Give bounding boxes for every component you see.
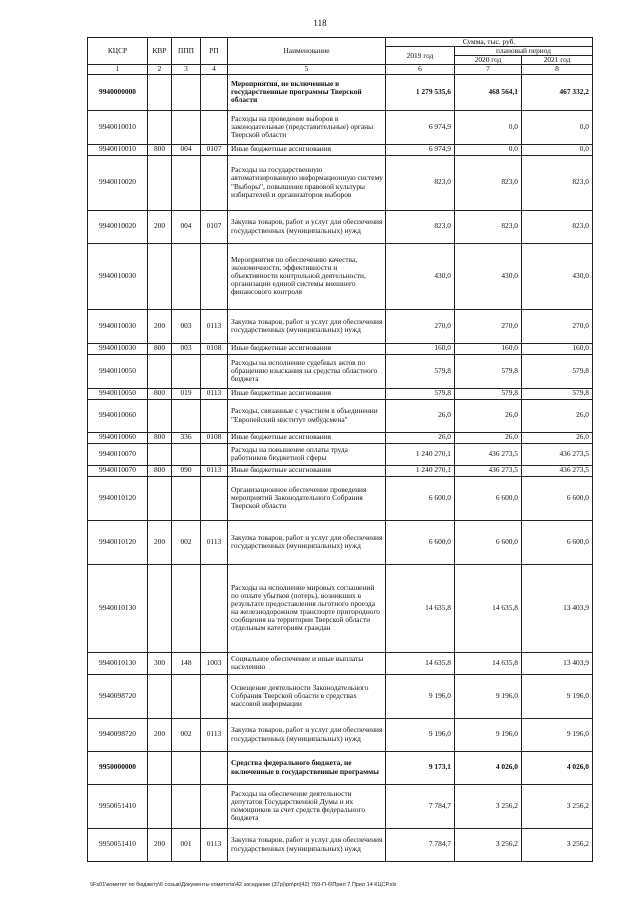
- row-ppp: [172, 751, 201, 784]
- row-name: Иные бюджетные ассигнования: [228, 343, 386, 354]
- row-kvr: [148, 674, 172, 718]
- table-row: [88, 564, 593, 652]
- table-row: [88, 520, 593, 564]
- row-value-2021: 430,0: [522, 243, 593, 309]
- row-kcsr: 9940010130: [88, 564, 148, 652]
- row-kvr: 800: [148, 343, 172, 354]
- table-row: [88, 674, 593, 718]
- row-value-2019: 9 196,0: [386, 718, 455, 751]
- row-value-2019: 6 974,9: [386, 110, 455, 144]
- row-kvr: [148, 110, 172, 144]
- row-value-2019: 1 240 270,1: [386, 465, 455, 476]
- row-name: Расходы на исполнение судебных актов по обращению взыскания на средства областного бюджета: [228, 354, 386, 388]
- row-kcsr: 9940010010: [88, 110, 148, 144]
- header-2021: 2021 год: [522, 56, 593, 65]
- table-row: [88, 309, 593, 343]
- row-kcsr: 9940010120: [88, 520, 148, 564]
- row-kvr: 200: [148, 718, 172, 751]
- row-rp: 1003: [201, 652, 228, 674]
- row-kcsr: 9940000000: [88, 74, 148, 110]
- row-kvr: [148, 354, 172, 388]
- row-kvr: 800: [148, 144, 172, 155]
- row-ppp: [172, 243, 201, 309]
- table-row: [88, 751, 593, 784]
- row-ppp: 004: [172, 210, 201, 243]
- row-kvr: 200: [148, 520, 172, 564]
- table-row: [88, 243, 593, 309]
- column-number: 8: [522, 65, 593, 74]
- header-2020: 2020 год: [455, 56, 522, 65]
- row-rp: [201, 751, 228, 784]
- row-ppp: 003: [172, 309, 201, 343]
- table-row: [88, 210, 593, 243]
- row-kcsr: 9940098720: [88, 674, 148, 718]
- table-row: [88, 110, 593, 144]
- row-ppp: 001: [172, 828, 201, 861]
- row-kcsr: 9940010030: [88, 243, 148, 309]
- row-rp: 0107: [201, 144, 228, 155]
- row-name: Закупка товаров, работ и услуг для обеспечения государственных (муниципальных) нужд: [228, 210, 386, 243]
- row-name: Средства федерального бюджета, не включенные в государственные программы: [228, 751, 386, 784]
- row-rp: 0113: [201, 520, 228, 564]
- row-name: Организационное обеспечение проведения мероприятий Законодательного Собрания Тверской области: [228, 476, 386, 520]
- row-rp: [201, 399, 228, 432]
- row-name: Иные бюджетные ассигнования: [228, 432, 386, 443]
- column-number-row: [88, 65, 593, 74]
- table-row: [88, 155, 593, 210]
- row-kcsr: 9940010030: [88, 343, 148, 354]
- row-value-2019: 823,0: [386, 155, 455, 210]
- row-rp: 0107: [201, 210, 228, 243]
- row-rp: [201, 443, 228, 465]
- row-kcsr: 9940010120: [88, 476, 148, 520]
- row-value-2021: 26,0: [522, 432, 593, 443]
- row-value-2019: 160,0: [386, 343, 455, 354]
- row-value-2020: 270,0: [455, 309, 522, 343]
- row-kvr: 200: [148, 828, 172, 861]
- row-name: Социальное обеспечение и иные выплаты населению: [228, 652, 386, 674]
- row-value-2020: 9 196,0: [455, 674, 522, 718]
- table-row: [88, 343, 593, 354]
- table-body: [88, 74, 593, 861]
- row-kcsr: 9940010050: [88, 388, 148, 399]
- row-kcsr: 9940010030: [88, 309, 148, 343]
- row-name: Закупка товаров, работ и услуг для обеспечения государственных (муниципальных) нужд: [228, 309, 386, 343]
- row-value-2020: 4 026,0: [455, 751, 522, 784]
- row-rp: 0113: [201, 465, 228, 476]
- row-value-2021: 13 403,9: [522, 564, 593, 652]
- row-ppp: [172, 564, 201, 652]
- row-name: Мероприятия, не включенные в государственные программы Тверской области: [228, 74, 386, 110]
- table-row: [88, 784, 593, 828]
- row-value-2021: 3 256,2: [522, 828, 593, 861]
- row-kcsr: 9940010130: [88, 652, 148, 674]
- row-value-2019: 1 240 270,1: [386, 443, 455, 465]
- row-rp: 0113: [201, 718, 228, 751]
- row-value-2021: 436 273,5: [522, 443, 593, 465]
- table-row: [88, 432, 593, 443]
- table-row: [88, 388, 593, 399]
- row-kvr: [148, 784, 172, 828]
- row-name: Расходы на повышение оплаты труда работников бюджетной сферы: [228, 443, 386, 465]
- row-kvr: [148, 476, 172, 520]
- row-rp: 0113: [201, 388, 228, 399]
- footer-file-path: \\Fs01\комитет по бюджету\6 созыв\Документы комитета\42 заседание (37р)\рп\рп(42) 769-П-6\Прил 7 Прил 14 КЦСР.xls: [90, 882, 397, 888]
- row-value-2020: 0,0: [455, 110, 522, 144]
- column-number: 5: [228, 65, 386, 74]
- row-value-2019: 14 635,8: [386, 564, 455, 652]
- row-kvr: [148, 155, 172, 210]
- row-value-2021: 160,0: [522, 343, 593, 354]
- row-ppp: [172, 354, 201, 388]
- row-kcsr: 9940098720: [88, 718, 148, 751]
- row-rp: 0113: [201, 309, 228, 343]
- row-value-2019: 9 173,1: [386, 751, 455, 784]
- row-value-2019: 1 279 535,6: [386, 74, 455, 110]
- page-number: 118: [313, 18, 327, 28]
- row-kvr: [148, 443, 172, 465]
- row-rp: [201, 110, 228, 144]
- table-row: [88, 828, 593, 861]
- column-number: 4: [201, 65, 228, 74]
- row-name: Расходы на обеспечение деятельности депутатов Государственной Думы и их помощников за счет средств федерального бюджета: [228, 784, 386, 828]
- column-number: 3: [172, 65, 201, 74]
- row-ppp: [172, 674, 201, 718]
- row-kcsr: 9950051410: [88, 828, 148, 861]
- row-kvr: 200: [148, 210, 172, 243]
- row-kcsr: 9940010020: [88, 210, 148, 243]
- row-value-2020: 3 256,2: [455, 828, 522, 861]
- row-value-2020: 579,8: [455, 354, 522, 388]
- row-kcsr: 9940010070: [88, 443, 148, 465]
- row-kcsr: 9940010070: [88, 465, 148, 476]
- row-value-2020: 6 600,0: [455, 476, 522, 520]
- row-kcsr: 9950000000: [88, 751, 148, 784]
- row-kcsr: 9940010060: [88, 432, 148, 443]
- table-row: [88, 74, 593, 110]
- row-ppp: [172, 476, 201, 520]
- row-ppp: 090: [172, 465, 201, 476]
- column-number: 6: [386, 65, 455, 74]
- row-name: Закупка товаров, работ и услуг для обеспечения государственных (муниципальных) нужд: [228, 828, 386, 861]
- row-value-2021: 9 196,0: [522, 718, 593, 751]
- row-value-2021: 6 600,0: [522, 520, 593, 564]
- row-value-2020: 823,0: [455, 210, 522, 243]
- row-ppp: [172, 155, 201, 210]
- row-value-2021: 436 273,5: [522, 465, 593, 476]
- row-value-2019: 430,0: [386, 243, 455, 309]
- row-value-2019: 270,0: [386, 309, 455, 343]
- row-ppp: 019: [172, 388, 201, 399]
- row-ppp: [172, 110, 201, 144]
- row-value-2021: 0,0: [522, 110, 593, 144]
- row-value-2019: 7 784,7: [386, 784, 455, 828]
- row-value-2019: 26,0: [386, 432, 455, 443]
- row-value-2019: 6 600,0: [386, 476, 455, 520]
- row-rp: [201, 674, 228, 718]
- row-value-2021: 823,0: [522, 210, 593, 243]
- row-rp: [201, 564, 228, 652]
- row-kvr: 800: [148, 465, 172, 476]
- row-value-2020: 823,0: [455, 155, 522, 210]
- row-kvr: [148, 243, 172, 309]
- row-ppp: 003: [172, 343, 201, 354]
- row-kcsr: 9940010010: [88, 144, 148, 155]
- row-name: Иные бюджетные ассигнования: [228, 388, 386, 399]
- row-ppp: 002: [172, 718, 201, 751]
- row-value-2021: 26,0: [522, 399, 593, 432]
- row-value-2020: 0,0: [455, 144, 522, 155]
- row-value-2020: 14 635,8: [455, 564, 522, 652]
- row-kcsr: 9940010050: [88, 354, 148, 388]
- row-rp: [201, 784, 228, 828]
- row-value-2021: 467 332,2: [522, 74, 593, 110]
- row-value-2020: 14 635,8: [455, 652, 522, 674]
- row-ppp: [172, 399, 201, 432]
- row-rp: [201, 155, 228, 210]
- column-number: 1: [88, 65, 148, 74]
- table-row: [88, 443, 593, 465]
- table-row: [88, 144, 593, 155]
- row-value-2019: 6 974,9: [386, 144, 455, 155]
- row-rp: 0108: [201, 432, 228, 443]
- row-ppp: 336: [172, 432, 201, 443]
- row-value-2020: 26,0: [455, 432, 522, 443]
- row-rp: [201, 476, 228, 520]
- row-value-2021: 13 403,9: [522, 652, 593, 674]
- row-value-2019: 9 196,0: [386, 674, 455, 718]
- row-value-2020: 436 273,5: [455, 443, 522, 465]
- column-number: 7: [455, 65, 522, 74]
- row-value-2020: 6 600,0: [455, 520, 522, 564]
- row-value-2019: 579,8: [386, 388, 455, 399]
- row-kcsr: 9950051410: [88, 784, 148, 828]
- row-kvr: [148, 399, 172, 432]
- row-name: Мероприятия по обеспечению качества, экономичности, эффективности и объективности контрольной деятельности, организации единой системы внешнего финансового контроля: [228, 243, 386, 309]
- row-value-2021: 4 026,0: [522, 751, 593, 784]
- row-name: Закупка товаров, работ и услуг для обеспечения государственных (муниципальных) нужд: [228, 718, 386, 751]
- row-name: Иные бюджетные ассигнования: [228, 144, 386, 155]
- row-kcsr: 9940010060: [88, 399, 148, 432]
- column-number: 2: [148, 65, 172, 74]
- row-ppp: [172, 784, 201, 828]
- row-name: Расходы на государственную автоматизированную информационную систему "Выборы", повышение правовой культуры избирателей и организаторов выборов: [228, 155, 386, 210]
- table-row: [88, 354, 593, 388]
- row-value-2019: 7 784,7: [386, 828, 455, 861]
- row-value-2019: 6 600,0: [386, 520, 455, 564]
- header-2019: 2019 год: [386, 47, 455, 65]
- header-sum: Сумма, тыс. руб.: [386, 38, 593, 47]
- row-value-2019: 579,8: [386, 354, 455, 388]
- row-name: Расходы, связанные с участием в объединении "Европейский институт омбудсмена": [228, 399, 386, 432]
- row-value-2021: 3 256,2: [522, 784, 593, 828]
- row-value-2019: 14 635,8: [386, 652, 455, 674]
- row-value-2020: 430,0: [455, 243, 522, 309]
- budget-table: [87, 37, 593, 862]
- row-kvr: 300: [148, 652, 172, 674]
- row-value-2020: 160,0: [455, 343, 522, 354]
- row-ppp: 004: [172, 144, 201, 155]
- header-name: Наименование: [228, 38, 386, 65]
- header-ppp: ППП: [172, 38, 201, 65]
- row-kvr: [148, 751, 172, 784]
- row-ppp: [172, 443, 201, 465]
- row-value-2021: 579,8: [522, 388, 593, 399]
- table-row: [88, 652, 593, 674]
- row-value-2020: 9 196,0: [455, 718, 522, 751]
- row-name: Закупка товаров, работ и услуг для обеспечения государственных (муниципальных) нужд: [228, 520, 386, 564]
- row-kvr: 800: [148, 388, 172, 399]
- row-value-2020: 468 564,1: [455, 74, 522, 110]
- row-rp: [201, 74, 228, 110]
- row-name: Расходы на исполнение мировых соглашений по оплате убытков (потерь), возникших в результате предоставления льготного проезда на железнодорожном транспорте пригородного сообщения на территории Тверской области отдельным категориям граждан: [228, 564, 386, 652]
- row-value-2021: 270,0: [522, 309, 593, 343]
- row-kcsr: 9940010020: [88, 155, 148, 210]
- table-row: [88, 476, 593, 520]
- row-ppp: 148: [172, 652, 201, 674]
- row-kvr: 800: [148, 432, 172, 443]
- header-rp: РП: [201, 38, 228, 65]
- row-value-2020: 579,8: [455, 388, 522, 399]
- table-row: [88, 465, 593, 476]
- row-ppp: [172, 74, 201, 110]
- row-rp: 0113: [201, 828, 228, 861]
- table-row: [88, 399, 593, 432]
- row-value-2019: 823,0: [386, 210, 455, 243]
- row-value-2021: 579,8: [522, 354, 593, 388]
- row-name: Иные бюджетные ассигнования: [228, 465, 386, 476]
- row-value-2021: 0,0: [522, 144, 593, 155]
- header-kcsr: КЦСР: [88, 38, 148, 65]
- row-name: Расходы на проведение выборов в законодательные (представительные) органы Тверской области: [228, 110, 386, 144]
- row-ppp: 002: [172, 520, 201, 564]
- row-value-2019: 26,0: [386, 399, 455, 432]
- row-value-2021: 823,0: [522, 155, 593, 210]
- row-value-2020: 3 256,2: [455, 784, 522, 828]
- row-kvr: [148, 564, 172, 652]
- row-value-2021: 9 196,0: [522, 674, 593, 718]
- header-kvr: КВР: [148, 38, 172, 65]
- row-rp: 0108: [201, 343, 228, 354]
- table-row: [88, 718, 593, 751]
- row-kvr: [148, 74, 172, 110]
- row-rp: [201, 354, 228, 388]
- header-plan-period: плановый период: [455, 47, 593, 56]
- row-value-2021: 6 600,0: [522, 476, 593, 520]
- row-value-2020: 26,0: [455, 399, 522, 432]
- row-name: Освещение деятельности Законодательного Собрания Тверской области в средствах массовой информации: [228, 674, 386, 718]
- row-rp: [201, 243, 228, 309]
- row-value-2020: 436 273,5: [455, 465, 522, 476]
- row-kvr: 200: [148, 309, 172, 343]
